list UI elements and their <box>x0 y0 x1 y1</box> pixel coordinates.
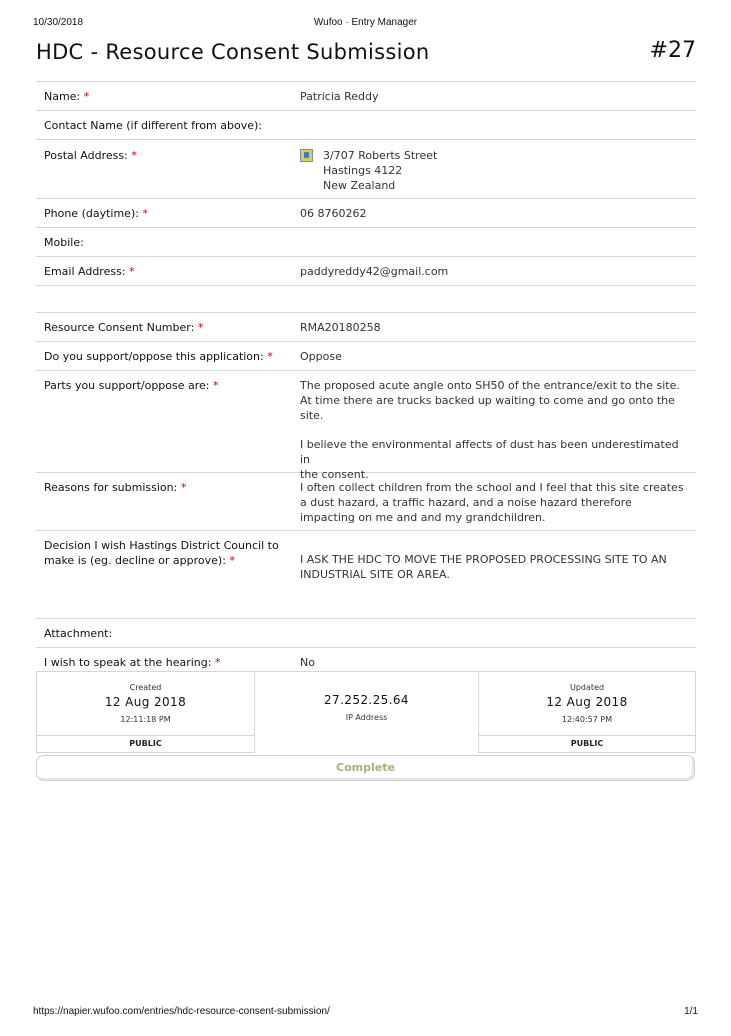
field-label-parts: Parts you support/oppose are: * <box>44 379 219 392</box>
field-row-attachment <box>36 619 696 648</box>
address-line-1: 3/707 Roberts Street <box>323 149 438 162</box>
print-url: https://napier.wufoo.com/entries/hdc-resource-consent-submission/ <box>33 1006 330 1017</box>
print-header <box>0 17 731 31</box>
print-footer <box>0 1006 731 1020</box>
field-row-consent-number <box>36 313 696 342</box>
parts-line: the consent. <box>300 468 369 481</box>
reasons-line: a dust hazard, a traffic hazard, and a noise hazard therefore <box>300 496 632 509</box>
entry-meta <box>36 671 696 754</box>
updated-visibility: PUBLIC <box>479 735 695 752</box>
decision-line: I ASK THE HDC TO MOVE THE PROPOSED PROCESSING SITE TO AN <box>300 553 667 566</box>
parts-line: I believe the environmental affects of dust has been underestimated in <box>300 438 679 466</box>
updated-time: 12:40:57 PM <box>561 715 613 724</box>
field-value-postal-address <box>300 148 690 193</box>
parts-line: The proposed acute angle onto SH50 of the entrance/exit to the site. <box>300 379 680 392</box>
field-value-parts <box>300 378 690 482</box>
required-mark: * <box>213 379 219 392</box>
field-row-postal-address <box>36 140 696 199</box>
required-mark: * <box>214 656 221 669</box>
address-line-2: Hastings 4122 <box>323 164 403 177</box>
field-label-reasons: Reasons for submission: * <box>44 481 187 494</box>
field-value-reasons <box>300 480 690 525</box>
required-mark: * <box>142 207 148 220</box>
required-mark: * <box>131 149 137 162</box>
address-line-3: New Zealand <box>323 179 396 192</box>
created-date: 12 Aug 2018 <box>104 695 187 709</box>
created-cell <box>36 671 255 753</box>
created-time: 12:11:18 PM <box>120 715 171 724</box>
updated-cell <box>478 671 696 753</box>
field-value-support-oppose: Oppose <box>300 350 342 363</box>
updated-date: 12 Aug 2018 <box>546 695 628 709</box>
field-row-parts <box>36 371 696 481</box>
field-row-phone <box>36 199 696 228</box>
section-spacer <box>36 286 696 313</box>
field-label-contact-name: Contact Name (if different from above): <box>44 119 262 132</box>
ip-address: 27.252.25.64 <box>324 693 409 707</box>
field-label-support-oppose: Do you support/oppose this application: * <box>44 350 273 363</box>
parts-line: site. <box>300 409 324 422</box>
field-label-decision: Decision I wish Hastings District Council to make is (eg. decline or approve): * <box>44 539 279 567</box>
required-mark: * <box>180 481 187 494</box>
field-label-mobile: Mobile: <box>44 236 84 249</box>
field-value-speak: No <box>300 656 315 669</box>
field-value-consent-number: RMA20180258 <box>300 321 381 334</box>
field-value-name: Patricia Reddy <box>300 90 379 103</box>
ip-label: IP Address <box>345 713 388 722</box>
field-label-speak: I wish to speak at the hearing: * <box>44 656 221 669</box>
field-row-name <box>36 82 696 111</box>
decision-line: INDUSTRIAL SITE OR AREA. <box>300 568 450 581</box>
entry-number: #27 <box>649 38 696 63</box>
field-value-phone: 06 8760262 <box>300 207 367 220</box>
created-label: Created <box>129 683 162 692</box>
field-row-mobile <box>36 228 696 257</box>
form-header <box>36 40 696 70</box>
field-label-consent-number: Resource Consent Number: * <box>44 321 204 334</box>
field-value-decision <box>300 552 690 582</box>
required-mark: * <box>83 90 90 103</box>
created-visibility: PUBLIC <box>37 735 254 752</box>
page-number: 1/1 <box>684 1006 698 1017</box>
map-icon[interactable] <box>300 149 313 162</box>
field-label-attachment: Attachment: <box>44 627 113 640</box>
reasons-line: I often collect children from the school and I feel that this site creates <box>300 481 684 494</box>
field-row-email <box>36 257 696 286</box>
required-mark: * <box>267 350 273 363</box>
field-label-email: Email Address: * <box>44 265 135 278</box>
required-mark: * <box>197 321 204 334</box>
updated-label: Updated <box>569 683 605 692</box>
print-title: Wufoo · Entry Manager <box>313 17 418 28</box>
print-date: 10/30/2018 <box>33 17 84 28</box>
entry-fields-table <box>36 81 696 676</box>
field-label-phone: Phone (daytime): * <box>44 207 148 220</box>
parts-line: At time there are trucks backed up waiting to come and go onto the <box>300 394 675 407</box>
field-label-postal-address: Postal Address: * <box>44 149 137 162</box>
reasons-line: impacting on me and and my grandchildren. <box>300 511 546 524</box>
field-row-reasons <box>36 473 696 531</box>
field-row-contact-name <box>36 111 696 140</box>
email-link[interactable]: paddyreddy42@gmail.com <box>300 265 449 278</box>
page-title: HDC - Resource Consent Submission <box>36 40 430 64</box>
field-row-support-oppose <box>36 342 696 371</box>
required-mark: * <box>229 554 235 567</box>
field-label-name: Name: * <box>44 90 90 103</box>
field-row-decision <box>36 531 696 619</box>
ip-cell <box>254 671 479 753</box>
required-mark: * <box>129 265 135 278</box>
status-complete-button[interactable]: Complete <box>36 755 695 781</box>
